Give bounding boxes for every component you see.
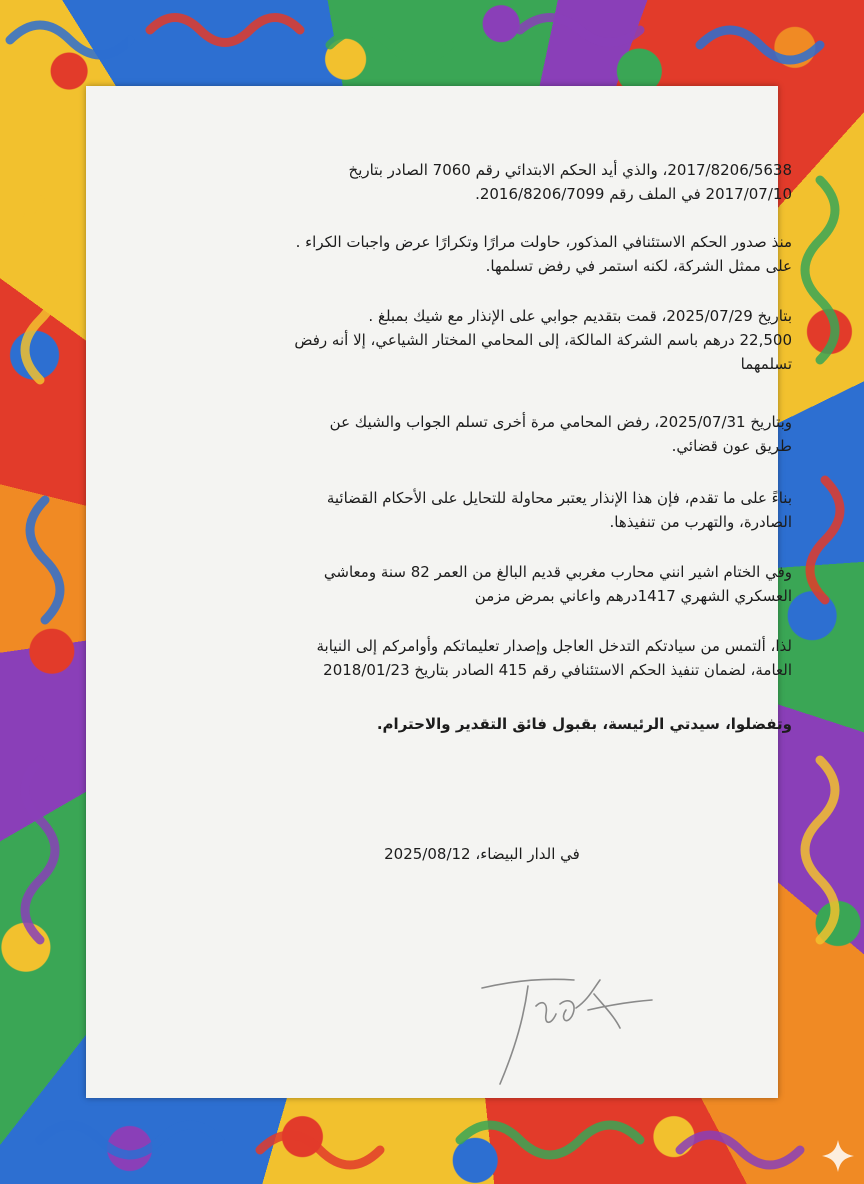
paragraph-case-reference — [272, 158, 792, 206]
paragraph-personal-situation — [272, 560, 792, 608]
paragraph-request — [272, 634, 792, 682]
text-line: لذا، ألتمس من سيادتكم التدخل العاجل وإصدار تعليماتكم وأوامركم إلى النيابة — [316, 637, 792, 655]
text-line: بتاريخ 2025/07/29، قمت بتقديم جوابي على الإنذار مع شيك بمبلغ . — [368, 307, 792, 325]
place-and-date: في الدار البيضاء، 2025/08/12 — [384, 845, 580, 863]
text-line: تسلمهما — [740, 355, 792, 373]
text-line: منذ صدور الحكم الاستئنافي المذكور، حاولت مرارًا وتكرارًا عرض واجبات الكراء . — [295, 233, 792, 251]
paragraph-conclusion — [272, 486, 792, 534]
text-line: وتفضلوا، سيدتي الرئيسة، بقبول فائق التقدير والاحترام. — [376, 715, 792, 733]
handwritten-signature — [476, 966, 656, 1096]
paragraph-second-refusal — [272, 410, 792, 458]
letter-page — [86, 86, 792, 1098]
paragraph-cheque-submission — [272, 304, 792, 376]
text-line: العسكري الشهري 1417درهم واعاني بمرض مزمن — [474, 587, 792, 605]
text-line: العامة، لضمان تنفيذ الحكم الاستئنافي رقم 415 الصادر بتاريخ 2018/01/23 — [323, 661, 792, 679]
text-line: الصادرة، والتهرب من تنفيذها. — [609, 513, 792, 531]
text-line: على ممثل الشركة، لكنه استمر في رفض تسلمها. — [485, 257, 792, 275]
text-line: طريق عون قضائي. — [671, 437, 792, 455]
text-line: 2017/8206/5638، والذي أيد الحكم الابتدائي رقم 7060 الصادر بتاريخ — [348, 161, 792, 179]
paragraph-rent-attempts — [272, 230, 792, 278]
text-line: 2017/07/10 في الملف رقم 2016/8206/7099. — [475, 185, 792, 203]
text-line: بناءً على ما تقدم، فإن هذا الإنذار يعتبر محاولة للتحايل على الأحكام القضائية — [326, 489, 792, 507]
sparkle-icon — [820, 1138, 856, 1174]
text-line: وبتاريخ 2025/07/31، رفض المحامي مرة أخرى تسلم الجواب والشيك عن — [329, 413, 792, 431]
closing-salutation — [272, 712, 792, 736]
text-line: وفي الختام اشير انني محارب مغربي قديم البالغ من العمر 82 سنة ومعاشي — [323, 563, 792, 581]
text-line: 22,500 درهم باسم الشركة المالكة، إلى المحامي المختار الشياعي، إلا أنه رفض — [294, 331, 792, 349]
